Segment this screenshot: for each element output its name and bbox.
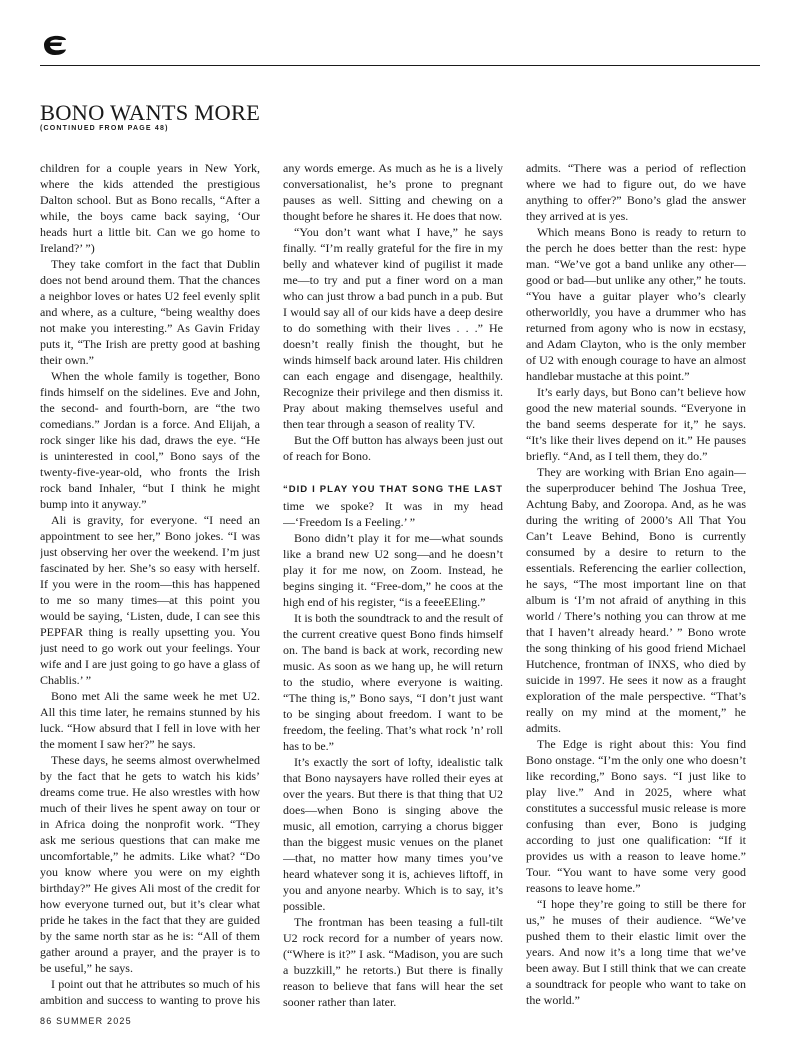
page-folio: 86 SUMMER 2025 — [40, 1016, 132, 1026]
article-headline: BONO WANTS MORE — [40, 100, 261, 125]
paragraph: children for a couple years in New York, where the kids attended the prestigious Dalton school. But as Bono recalls, “After a while, the boys came back saying, ‘Our heads hurt a little bit. Can we go home to Ireland?’ ”) — [40, 161, 260, 255]
paragraph: “You don’t want what I have,” he says finally. “I’m really grateful for the fire in my belly and whatever kind of pugilist it made me—to try and put a finer word on a man who can just throw a bad punch in a pub. But I would say all of our kids have a deep desire to do something with their lives . . .” He doesn’t really finish the thought, but he winds himself back around later. His children can each engage and disengage, healthily. Recognize their privilege and then dismiss it. Pray about making themselves useful and then tear through a season of reality TV. — [283, 225, 503, 431]
paragraph: It is both the soundtrack to and the result of the current creative quest Bono finds himself on. The band is back at work, recording new music. As soon as we hang up, he will return to the studio, where everyone is waiting. “The thing is,” Bono says, “I don’t just want to be singing about freedom. I want to be freedom, the feeling. That’s what rock ’n’ roll has to be.” — [283, 611, 503, 753]
paragraph: “I hope they’re going to still be there for us,” he muses of their audience. “We’ve pushed them to their elastic limit over the years. And now it’s a long time that we’ve been away. But I still think that we can create a soundtrack for people who want to take on the world.” — [526, 897, 746, 1007]
paragraph: They take comfort in the fact that Dublin does not bend around them. That the chances a neighbor loves or hates U2 feel evenly split and where, as a culture, “being wealthy does not make you interesting.” As Gavin Friday puts it, “The Irish are pretty good at bashing their own.” — [40, 257, 260, 367]
paragraph: It’s exactly the sort of lofty, idealistic talk that Bono naysayers have rolled their eyes at over the years. But there is that thing that U2 does—when Bono is singing above the music, all emotion, carrying a chorus bigger than the biggest music venues on the planet—that, no matter how many times you’ve heard whatever song it is, achieves liftoff, in you and anyone nearby. Which is to say, it’s possible. — [283, 755, 503, 913]
section-lead-in: “DID I PLAY YOU THAT SONG THE LAST — [283, 484, 503, 495]
paragraph: Ali is gravity, for everyone. “I need an appointment to see her,” Bono jokes. “I was just observing her over the weekend. I’m just fascinated by her. She’s so easy with herself. If you were in the room—this has happened to me so many times—at this point you would be saying, ‘Listen, dude, I can see this PEPFAR thing is really upsetting you. You just need to go work out your feelings. Your wife and I are just going to go have a glass of Chablis.’ ” — [40, 513, 260, 687]
paragraph — [526, 1008, 746, 1010]
paragraph: But the Off button has always been just out of reach for Bono. — [283, 433, 503, 463]
paragraph: Which means Bono is ready to return to the perch he does better than the rest: hype man. “We’ve got a band unlike any other—good or bad—but unlike any other,” he touts. “You have a guitar player who’s clearly otherworldly, you have a drummer who has returned from agony who is now in ecstasy, and Adam Clayton, who is the only member of U2 with enough courage to have an almost handlebar mustache at this point.” — [526, 225, 746, 383]
continued-from-label: (CONTINUED FROM PAGE 48) — [40, 125, 169, 132]
paragraph: The Edge is right about this: You find Bono onstage. “I’m the only one who doesn’t like recording,” Bono says. “I just like to play live.” And in 2025, where what constitutes a successful music release is more confusing than ever, Bono is judging according to just one qualification: “If it provides us with a reason to leave home.” Tour. “You want to have some very good reasons to leave home.” — [526, 737, 746, 895]
paragraph: Bono met Ali the same week he met U2. All this time later, he remains stunned by his luck. “How absurd that I fell in love with her the moment I saw her?” he says. — [40, 689, 260, 751]
header-rule — [40, 65, 760, 66]
section-lead-rest: time we spoke? It was in my head—‘Freedom Is a Feeling.’ ” — [283, 499, 503, 529]
paragraph: These days, he seems almost overwhelmed by the fact that he gets to watch his kids’ dreams come true. He also wrestles with how much of their lives he spent away on tour or in Africa doing the nonprofit work. “They ask me serious questions that can make me uncomfortable,” he admits. Like what? “Do you know where you were on my eighth birthday?” He gives Ali most of the credit for how everyone turned out, but it’s clear what pride he takes in the fact that they are guided by the same north star as he is: “All of them gather around a prayer, and the prayer is to be useful,” he says. — [40, 753, 260, 975]
paragraph: When the whole family is together, Bono finds himself on the sidelines. Eve and John, the second- and fourth-born, are “the two comedians.” Jordan is a force. And Elijah, a rock singer like his dad, draws the eye. “He is uninterested in cool,” Bono says of the twenty-five-year-old, who fronts the Irish rock band Inhaler, “but I think he might bump into it anyway.” — [40, 369, 260, 511]
paragraph: any words emerge. As much as he is a lively conversationalist, he’s prone to pregnant pauses as well. Sitting and chewing on a thought before he shares it. He does that now. — [283, 161, 503, 223]
paragraph: They are working with Brian Eno again—the superproducer behind The Joshua Tree, Achtung Baby, and Zooropa. And, as he was during the writing of 2000’s All That You Can’t Leave Behind, Bono is currently consumed by a desire to return to the essentials. Referencing the earlier collection, he says, “The most important line on that album is ‘I’m not afraid of anything in this world / There’s nothing you can throw at me that I haven’t already heard.’ ” Bono wrote the song thinking of his good friend Michael Hutchence, frontman of INXS, who died by suicide in 1997. He sees it now as a fraught exploration of the male perspective. “That’s really on my mind at the moment,” he admits. — [526, 465, 746, 735]
paragraph: Bono didn’t play it for me—what sounds like a brand new U2 song—and he doesn’t play it for me now, on Zoom. Instead, he begins singing it. “Free-dom,” he coos at the high end of his register, “is a feeeEEling.” — [283, 531, 503, 609]
article-column-3 — [526, 160, 746, 1010]
paragraph: I point out that he attributes so much of his ambition and success to wanting to prove his — [40, 977, 260, 1007]
paragraph: It’s early days, but Bono can’t believe how good the new material sounds. “Everyone in the band seems desperate for it,” he says. “It’s like their lives depend on it.” He pauses briefly. “And, as I tell them, they do.” — [526, 385, 746, 463]
paragraph: The frontman has been teasing a full-tilt U2 rock record for a number of years now. (“Where is it?” I ask. “Madison, you are such a buzzkill,” he retorts.) But there is finally reason to believe that fans will hear the set sooner rather than later. — [283, 915, 503, 1009]
paragraph: admits. “There was a period of reflection where we had to figure out, do we have anything to offer?” Bono’s glad the answer they arrived at is yes. — [526, 161, 746, 223]
section-opening-paragraph — [283, 480, 503, 530]
article-column-2 — [283, 160, 503, 1010]
article-column-1 — [40, 160, 260, 1010]
esquire-e-logo-icon — [42, 34, 68, 56]
